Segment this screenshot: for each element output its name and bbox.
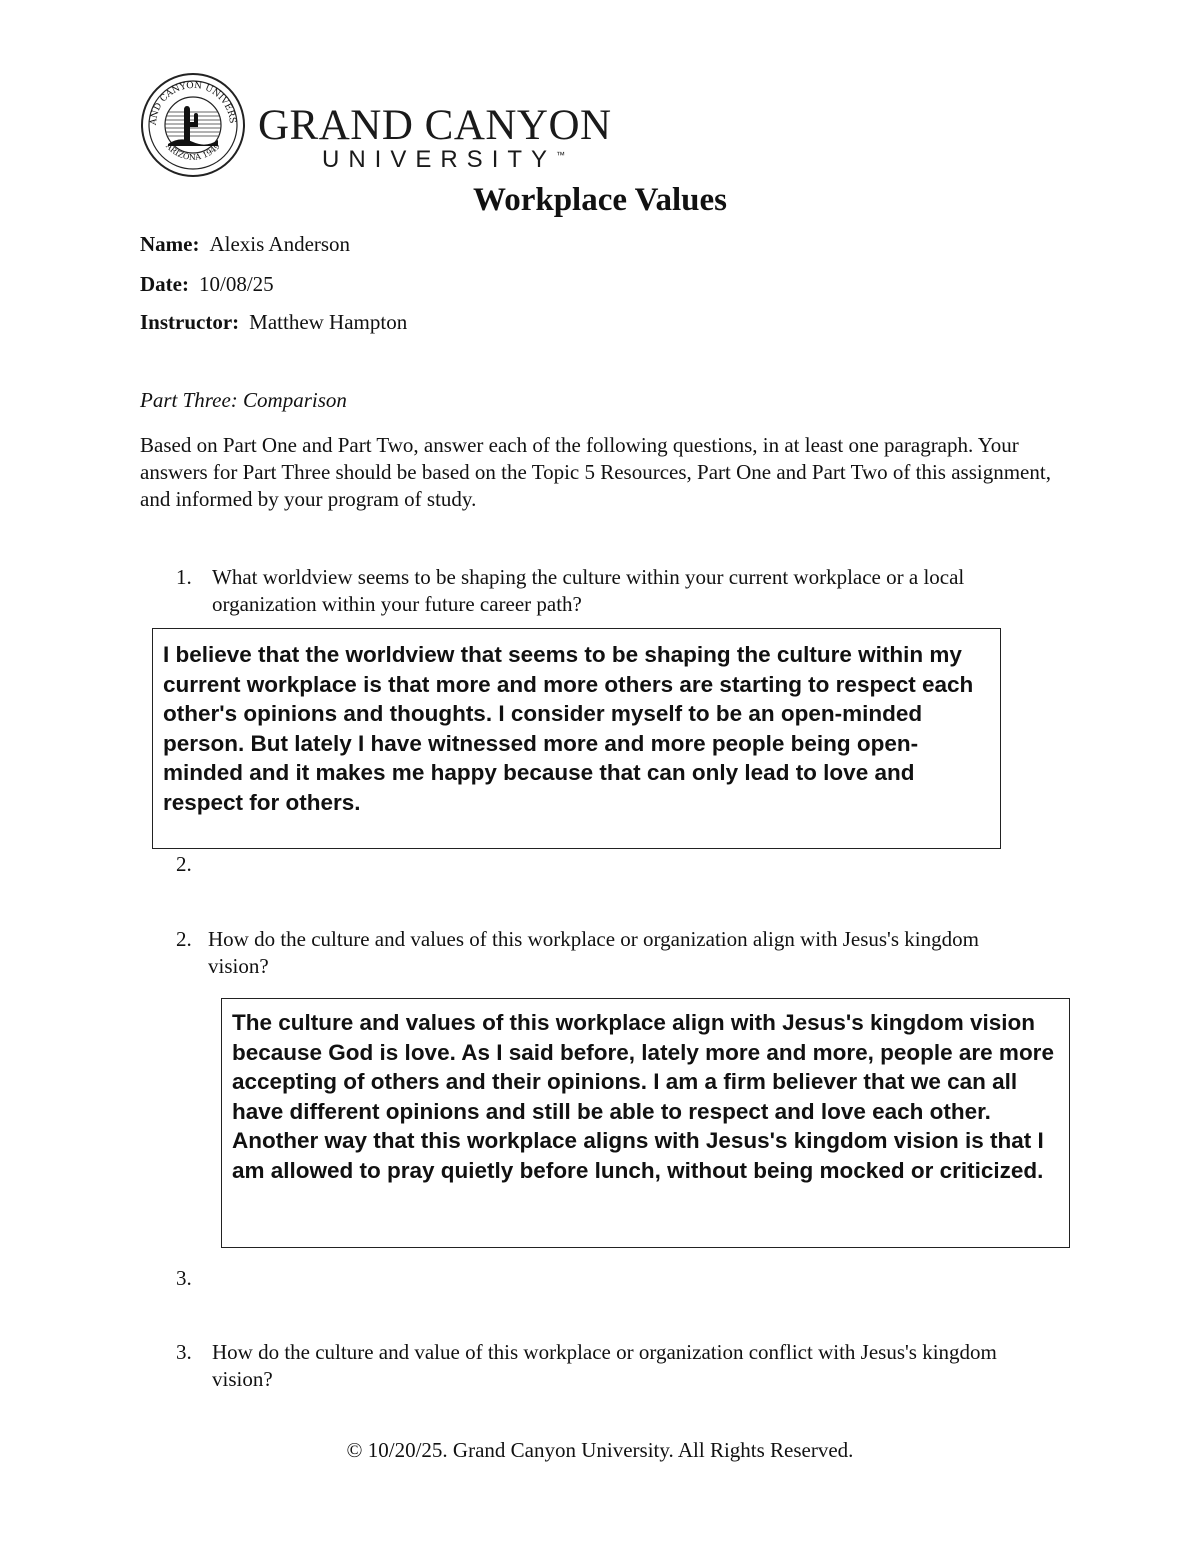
question-text: How do the culture and values of this workplace or organization align with Jesus's kingdom vision?: [208, 927, 979, 978]
instructor-label: Instructor:: [140, 310, 240, 334]
page-title: Workplace Values: [473, 182, 727, 218]
answer-box-2[interactable]: The culture and values of this workplace align with Jesus's kingdom vision because God is love. As I said before, lately more and more, people are more accepting of others and their opinions. I am a firm believer that we can all have different opinions and still be able to respect and love each other. Another way that this workplace aligns with Jesus's kingdom vision is that I am allowed to pray quietly before lunch, without being mocked or criticized.: [221, 998, 1070, 1248]
question-number: 3.: [176, 1340, 192, 1364]
seal-bottom-text: ARIZONA 1949: [164, 141, 222, 162]
question-text: How do the culture and value of this workplace or organization conflict with Jesus's kingdom vision?: [212, 1340, 997, 1391]
question-1: [176, 564, 1076, 624]
trademark-mark: ™: [556, 150, 566, 160]
instructor-value: Matthew Hampton: [249, 310, 408, 334]
section-title: Part Three: Comparison: [140, 388, 347, 412]
instructor-field: [140, 308, 407, 336]
logo-wordmark: GRAND CANYON: [258, 102, 612, 149]
copyright-footer: © 10/20/25. Grand Canyon University. All Rights Reserved.: [346, 1438, 854, 1462]
logo-subtitle-text: UNIVERSITY: [322, 146, 557, 173]
date-label: Date:: [140, 272, 189, 296]
list-number-stray: 3.: [176, 1266, 192, 1290]
intro-paragraph: Based on Part One and Part Two, answer each of the following questions, in at least one paragraph. Your answers for Part Three should be based on the Topic 5 Resources, Part One and Part Two of this assignment, and informed by your program of study.: [140, 433, 1051, 511]
question-number: 1.: [176, 565, 192, 589]
question-text: What worldview seems to be shaping the culture within your current workplace or a local organization within your future career path?: [212, 565, 965, 616]
list-number-stray: 2.: [176, 852, 192, 876]
answer-box-1[interactable]: I believe that the worldview that seems to be shaping the culture within my current workplace is that more and more others are starting to respect each other's opinions and thoughts. I consider myself to be an open-minded person. But lately I have witnessed more and more people being open-minded and it makes me happy because that can only lead to love and respect for others.: [152, 628, 1001, 849]
logo-subtitle: [322, 148, 565, 172]
university-seal-logo: [140, 72, 246, 178]
question-3: [176, 1339, 1076, 1399]
date-field: [140, 270, 274, 298]
date-value: 10/08/25: [198, 272, 274, 296]
seal-top-text: AND CANYON UNIVERS: [148, 80, 238, 126]
name-field: [140, 230, 350, 258]
name-value: Alexis Anderson: [209, 232, 351, 256]
question-2: [176, 926, 1076, 986]
question-number: 2.: [176, 927, 192, 951]
name-label: Name:: [140, 232, 200, 256]
